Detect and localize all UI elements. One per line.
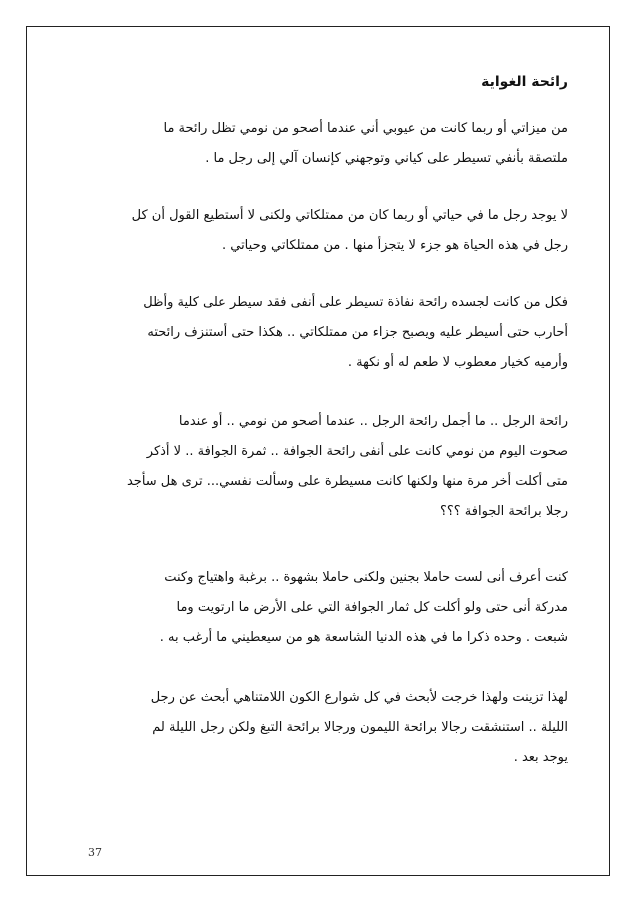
chapter-title: رائحة الغواية <box>481 74 568 90</box>
paragraph-line: صحوت اليوم من نومي كانت على أنفى رائحة الجوافة .. ثمرة الجوافة .. لا أذكر <box>146 444 568 459</box>
paragraph-1 <box>58 114 568 174</box>
paragraph-line: رجلا برائحة الجوافة ؟؟؟ <box>439 504 568 519</box>
paragraph-line: مدركة أنى حتى ولو أكلت كل ثمار الجوافة التي على الأرض ما ارتويت وما <box>176 600 568 615</box>
paragraph-line: شبعت . وحده ذكرا ما في هذه الدنيا الشاسعة هو من سيعطيني ما أرغب به . <box>159 630 568 645</box>
paragraph-line: من ميزاتي أو ربما كانت من عيوبي أني عندما أصحو من نومي تظل رائحة ما <box>163 121 568 136</box>
paragraph-line: متى أكلت أخر مرة منها ولكنها كانت مسيطرة على وسألت نفسي... ترى هل سأجد <box>126 474 568 489</box>
paragraph-4 <box>58 407 568 527</box>
paragraph-line: رائحة الرجل .. ما أجمل رائحة الرجل .. عندما أصحو من نومي .. أو عندما <box>178 414 568 429</box>
paragraph-line: كنت أعرف أنى لست حاملا بجنين ولكنى حاملا بشهوة .. برغبة واهتياج وكنت <box>164 570 568 585</box>
paragraph-5 <box>58 563 568 653</box>
page-number: 37 <box>88 846 102 859</box>
paragraph-2 <box>58 201 568 261</box>
paragraph-line: لهذا تزينت ولهذا خرجت لأبحث في كل شوارع الكون اللامتناهي أبحث عن رجل <box>150 690 568 705</box>
paragraph-3 <box>58 288 568 378</box>
paragraph-line: يوجد بعد . <box>513 750 568 765</box>
paragraph-line: ملتصقة بأنفي تسيطر على كياني وتوجهني كإنسان آلي إلى رجل ما . <box>205 151 568 166</box>
paragraph-line: أحارب حتى أسيطر عليه ويصبح جزاء من ممتلكاتي .. هكذا حتى أستنزف رائحته <box>147 325 568 340</box>
paragraph-line: لا يوجد رجل ما في حياتي أو ربما كان من ممتلكاتي ولكنى لا أستطيع القول أن كل <box>131 208 568 223</box>
paragraph-6 <box>58 683 568 773</box>
paragraph-line: فكل من كانت لجسده رائحة نفاذة تسيطر على أنفى فقد سيطر على كلية وأظل <box>143 295 568 310</box>
paragraph-line: الليلة .. استنشقت رجالا برائحة الليمون ورجالا برائحة التبغ ولكن رجل الليلة لم <box>152 720 568 735</box>
paragraph-line: وأرميه كخيار معطوب لا طعم له أو نكهة . <box>347 355 568 370</box>
paragraph-line: رجل في هذه الحياة هو جزء لا يتجزأ منها . من ممتلكاتي وحياتي . <box>221 238 568 253</box>
